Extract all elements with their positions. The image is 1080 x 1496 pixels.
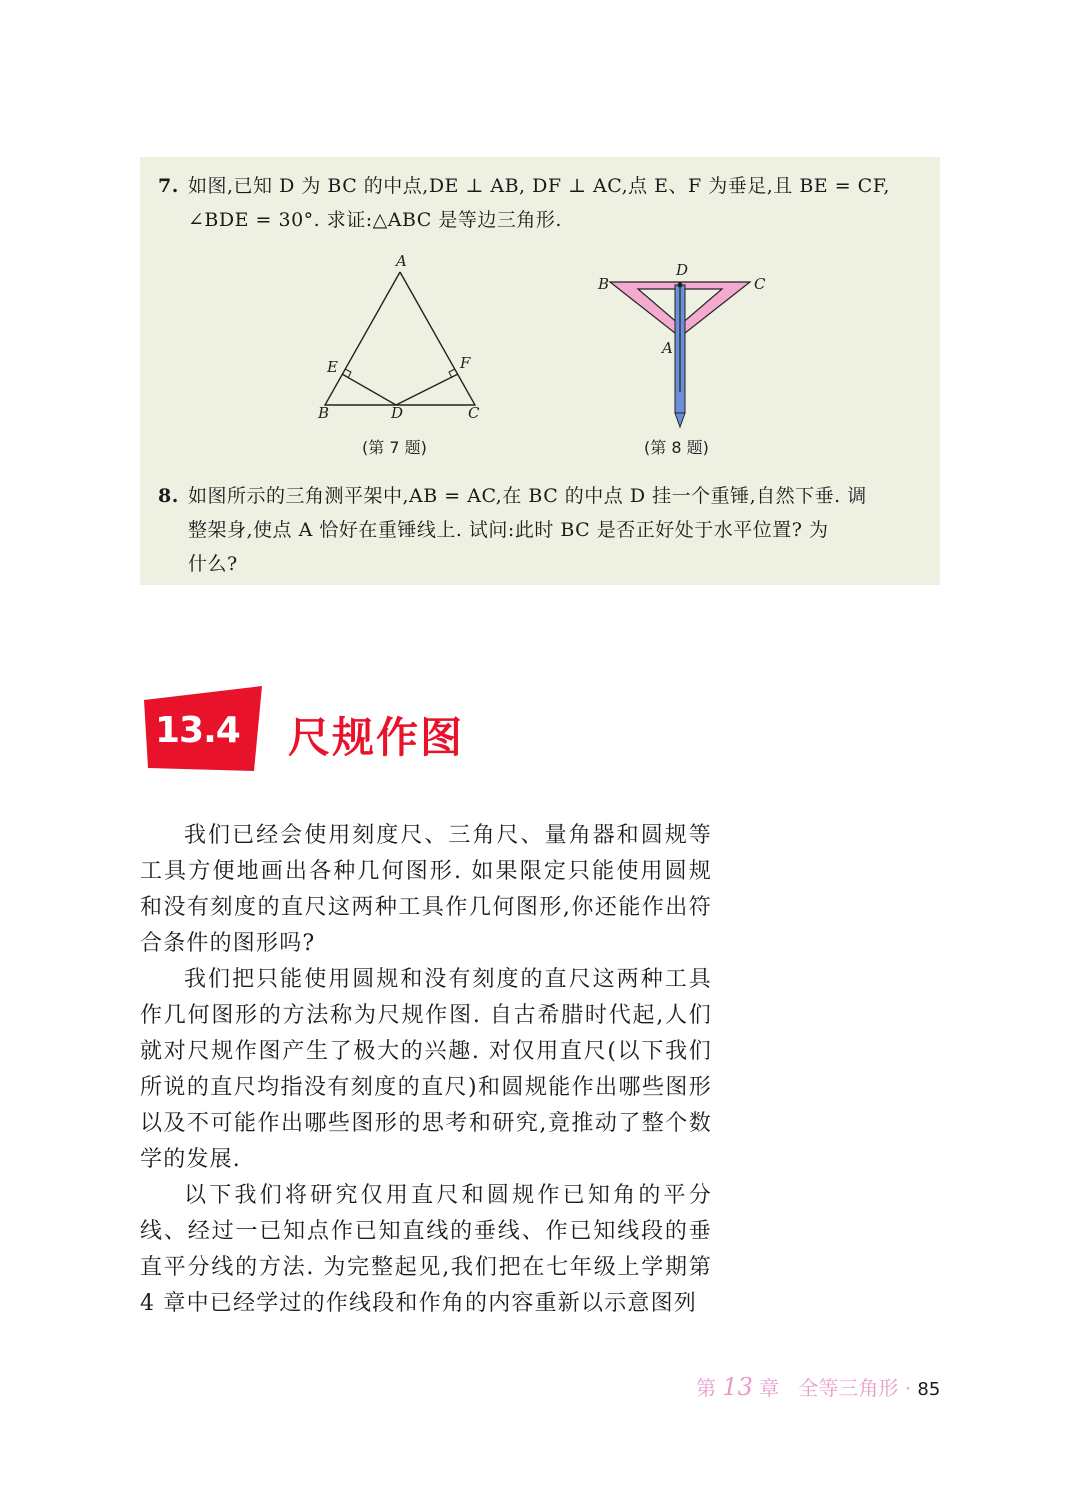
- chapter-prefix: 第: [696, 1376, 716, 1400]
- figure-8-caption: (第 8 题): [644, 438, 709, 457]
- section-title: 尺规作图: [288, 713, 465, 762]
- paragraph: 以下我们将研究仅用直尺和圆规作已知角的平分线、经过一已知点作已知直线的垂线、作已知线段的垂直平分线的方法. 为完整起见,我们把在七年级上学期第 4 章中已经学过的作线段和作角的内容重新以示意图列: [140, 1183, 712, 1316]
- label-c: C: [468, 404, 480, 422]
- label-b: B: [318, 404, 330, 422]
- label-c: C: [754, 275, 766, 293]
- label-d: D: [391, 404, 404, 422]
- figure-8-leveling-frame: [580, 257, 800, 457]
- paragraph: 我们把只能使用圆规和没有刻度的直尺这两种工具作几何图形的方法称为尺规作图. 自古希腊时代起,人们就对尺规作图产生了极大的兴趣. 对仅用直尺(以下我们所说的直尺均指没有刻度的直尺)和圆规能作出哪些图形以及不可能作出哪些图形的思考和研究,竟推动了整个数学的发展.: [140, 967, 712, 1172]
- label-a: A: [396, 252, 407, 270]
- exercise-text: 如图所示的三角测平架中,AB = AC,在 BC 的中点 D 挂一个重锤,自然下垂. 调: [188, 485, 867, 507]
- paragraph: 我们已经会使用刻度尺、三角尺、量角器和圆规等工具方便地画出各种几何图形. 如果限定只能使用圆规和没有刻度的直尺这两种工具作几何图形,你还能作出符合条件的图形吗?: [140, 823, 712, 956]
- figure-7-triangle: [300, 252, 500, 452]
- exercise-7: [158, 169, 928, 237]
- label-f: F: [460, 354, 471, 372]
- label-d: D: [676, 261, 689, 279]
- figure-7-caption: (第 7 题): [362, 438, 427, 457]
- section-number: 13.4: [155, 710, 240, 751]
- exercise-number: 8.: [158, 485, 179, 507]
- exercise-text: 如图,已知 D 为 BC 的中点,DE ⊥ AB, DF ⊥ AC,点 E、F 为垂足,且 BE = CF,: [188, 175, 890, 197]
- label-a: A: [662, 339, 673, 357]
- page-number: 85: [917, 1379, 941, 1400]
- exercise-text: 整架身,使点 A 恰好在重锤线上. 试问:此时 BC 是否正好处于水平位置? 为: [188, 519, 829, 541]
- exercise-box: [140, 157, 940, 585]
- chapter-suffix: 章: [759, 1376, 780, 1400]
- page-footer: [696, 1372, 940, 1401]
- exercise-text: 什么?: [188, 553, 238, 575]
- footer-separator: ·: [904, 1376, 912, 1400]
- label-e: E: [327, 358, 338, 376]
- chapter-number: 13: [722, 1373, 753, 1401]
- chapter-title: 全等三角形: [798, 1376, 899, 1400]
- body-text: [140, 818, 712, 1322]
- exercise-text: ∠BDE = 30°. 求证:△ABC 是等边三角形.: [188, 209, 562, 231]
- label-b: B: [598, 275, 610, 293]
- exercise-8: [158, 479, 928, 581]
- exercise-number: 7.: [158, 175, 179, 197]
